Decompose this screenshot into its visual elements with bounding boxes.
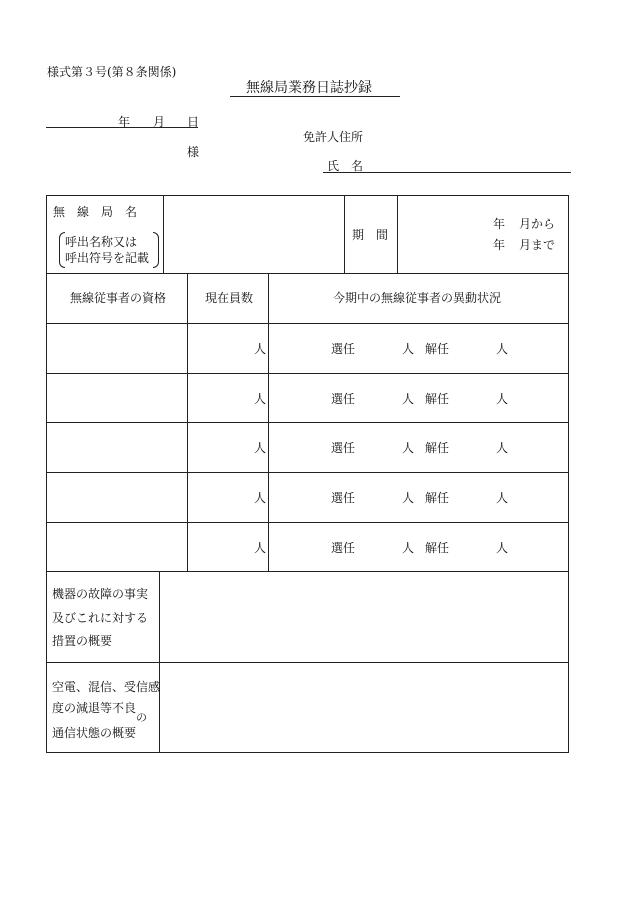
page-title: 無線局業務日誌抄録 bbox=[246, 80, 372, 96]
station-name-label: 無 線 局 名 bbox=[53, 205, 138, 219]
row-appointed-unit: 人 bbox=[402, 491, 415, 505]
callsign-note-line1: 呼出名称又は bbox=[65, 235, 138, 249]
date-day-label: 日 bbox=[187, 115, 200, 129]
row-dismissed-unit: 人 bbox=[496, 441, 509, 455]
rule-station-col1 bbox=[163, 195, 164, 273]
row-dismissed-label: 解任 bbox=[425, 441, 450, 455]
rule-staff-col2 bbox=[268, 273, 269, 571]
row-dismissed-label: 解任 bbox=[425, 342, 450, 356]
row-appointed-label: 選任 bbox=[331, 392, 356, 406]
licensee-name-underline bbox=[323, 172, 571, 173]
row-dismissed-unit: 人 bbox=[496, 491, 509, 505]
row-appointed-unit: 人 bbox=[402, 541, 415, 555]
period-from-year: 年 bbox=[493, 217, 506, 231]
equipment-failure-line3: 措置の概要 bbox=[52, 634, 113, 648]
recipient-suffix: 様 bbox=[187, 145, 200, 159]
row-appointed-label: 選任 bbox=[331, 491, 356, 505]
licensee-name-label: 氏 名 bbox=[327, 159, 364, 173]
rule-notes-col bbox=[159, 571, 160, 753]
row-appointed-label: 選任 bbox=[331, 541, 356, 555]
callsign-bracket-right bbox=[153, 232, 159, 268]
rule-row1-top bbox=[46, 323, 569, 324]
row-dismissed-unit: 人 bbox=[496, 541, 509, 555]
equipment-failure-line1: 機器の故障の事実 bbox=[52, 587, 149, 601]
row-appointed-label: 選任 bbox=[331, 342, 356, 356]
row-dismissed-label: 解任 bbox=[425, 541, 450, 555]
rule-row4-top bbox=[46, 472, 569, 473]
interference-line3: 通信状態の概要 bbox=[52, 726, 137, 740]
row-dismissed-label: 解任 bbox=[425, 491, 450, 505]
date-underline bbox=[46, 127, 198, 128]
rule-row2-top bbox=[46, 373, 569, 374]
interference-line1: 空電、混信、受信感 bbox=[52, 680, 161, 694]
rule-staff-col1 bbox=[187, 273, 188, 571]
rule-interference-top bbox=[46, 662, 569, 663]
period-from: 月から bbox=[519, 217, 556, 231]
rule-row5-top bbox=[46, 522, 569, 523]
form-number: 様式第３号(第８条関係) bbox=[47, 65, 177, 79]
rule-equipment-top bbox=[46, 571, 569, 572]
period-to-year: 年 bbox=[493, 238, 506, 252]
row-dismissed-unit: 人 bbox=[496, 342, 509, 356]
rule-station-col2 bbox=[344, 195, 345, 273]
date-year-label: 年 bbox=[118, 115, 131, 129]
interference-line2-particle: の bbox=[136, 711, 147, 724]
callsign-note-line2: 呼出符号を記載 bbox=[65, 251, 150, 265]
header-qualification: 無線従事者の資格 bbox=[70, 291, 167, 305]
header-current-count: 現在員数 bbox=[205, 291, 254, 305]
row-count-unit: 人 bbox=[254, 441, 267, 455]
licensee-address-label: 免許人住所 bbox=[303, 130, 364, 144]
row-count-unit: 人 bbox=[254, 342, 267, 356]
row-count-unit: 人 bbox=[254, 392, 267, 406]
period-label: 期 間 bbox=[352, 228, 389, 242]
header-changes: 今期中の無線従事者の異動状況 bbox=[333, 291, 502, 305]
row-appointed-label: 選任 bbox=[331, 441, 356, 455]
record-table bbox=[46, 195, 569, 753]
equipment-failure-line2: 及びこれに対する bbox=[52, 611, 149, 625]
row-appointed-unit: 人 bbox=[402, 342, 415, 356]
rule-row3-top bbox=[46, 422, 569, 423]
title-underline bbox=[230, 96, 400, 97]
interference-line2: 度の減退等不良 bbox=[52, 701, 137, 715]
row-appointed-unit: 人 bbox=[402, 392, 415, 406]
row-count-unit: 人 bbox=[254, 541, 267, 555]
row-appointed-unit: 人 bbox=[402, 441, 415, 455]
row-dismissed-unit: 人 bbox=[496, 392, 509, 406]
date-month-label: 月 bbox=[153, 115, 166, 129]
rule-header-top bbox=[46, 273, 569, 274]
period-to: 月まで bbox=[519, 238, 556, 252]
row-count-unit: 人 bbox=[254, 491, 267, 505]
row-dismissed-label: 解任 bbox=[425, 392, 450, 406]
rule-station-col3 bbox=[397, 195, 398, 273]
